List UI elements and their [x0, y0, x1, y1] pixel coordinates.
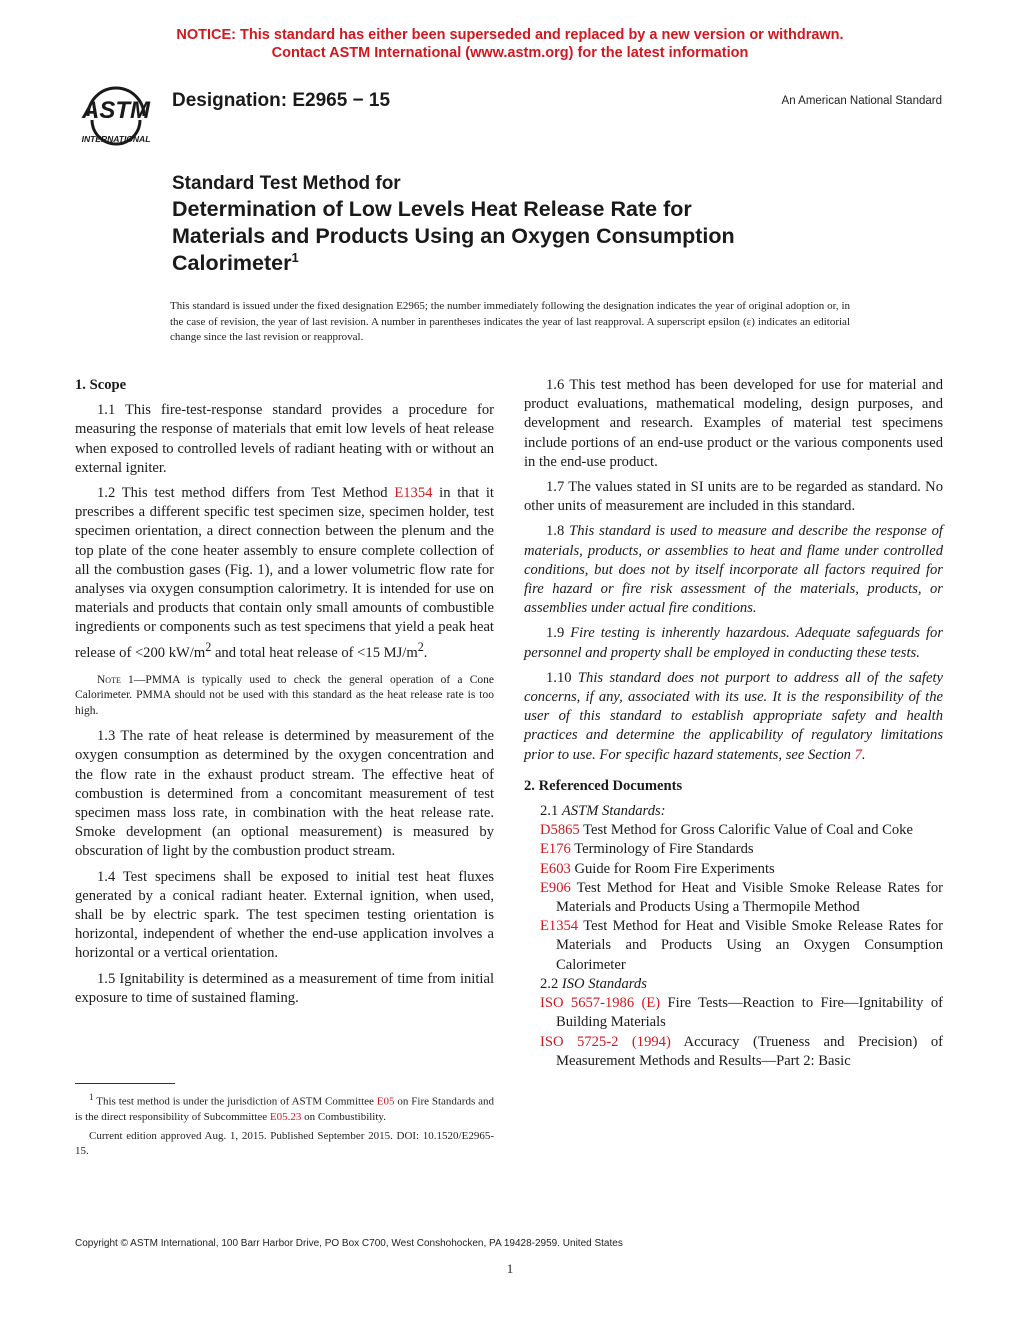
title-line-2: Determination of Low Levels Heat Release Rate for — [172, 197, 692, 221]
page-number: 1 — [506, 1261, 514, 1276]
note-1 — [75, 673, 494, 720]
left-column — [75, 376, 494, 1014]
sub-2-1-title: ASTM Standards: — [561, 803, 666, 820]
sub-2-1-number: 2.1 — [540, 803, 562, 820]
p1-10-number: 1.10 — [546, 669, 578, 686]
astm-reference-list — [524, 821, 943, 975]
reference-title: Test Method for Heat and Visible Smoke Release Rates for Materials and Products Using a Thermopile Method — [556, 879, 943, 916]
reference-code-link[interactable]: E906 — [540, 879, 571, 896]
p1-9-number: 1.9 — [546, 625, 571, 642]
logo-subtext: INTERNATIONAL — [81, 134, 151, 144]
p1-2-sup-2: 2 — [417, 639, 424, 654]
reference-title: Test Method for Gross Calorific Value of Coal and Coke — [579, 822, 913, 839]
reference-item — [524, 1033, 943, 1071]
p1-8-text: This standard is used to measure and describe the response of materials, products, or assemblies to heat and flame under controlled conditions, but does not by itself incorporate all factors required for fire hazard or fire risk assessment of the materials, products, or assemblies under actual fire conditions. — [524, 523, 943, 617]
footnote-1-mark: 1 — [89, 1092, 94, 1102]
footnotes — [75, 1090, 494, 1163]
p1-2-sup-1: 2 — [205, 639, 212, 654]
reference-title: Fire Tests—Reaction to Fire—Ignitability of Building Materials — [556, 995, 944, 1031]
notice-line-2: Contact ASTM International (www.astm.org) for the latest information — [271, 45, 749, 61]
reference-item — [524, 994, 943, 1032]
title-line-4-text: Calorimeter — [172, 251, 292, 275]
paragraph-1-8 — [524, 522, 943, 618]
issued-under-note: This standard is issued under the fixed designation E2965; the number immediately following the designation indicates the year of original adoption or, in the case of revision, the year of last revision. A number in parentheses indicates the year of last reapproval. A superscript epsilon (ε) indicates an editorial change since the last revision or reapproval. — [170, 300, 850, 343]
subsection-2-1 — [524, 802, 943, 821]
paragraph-1-2 — [75, 484, 494, 663]
p1-2-text-d: . — [423, 644, 428, 661]
paragraph-1-6: 1.6 This test method has been developed for use for material and product evaluations, mathematical modeling, design purposes, and development and research. Examples of material test specimens include portions of an end-use product or the various components used in the end-use product. — [524, 377, 943, 470]
paragraph-1-4: 1.4 Test specimens shall be exposed to initial test heat fluxes generated by a conical radiant heater. External ignition, when used, shall be by electric spark. The test specimen testing orientation is horizontal, independent of whether the end-use application involves a horizontal or a vertical orientation. — [75, 868, 494, 962]
fn1-text-b: on Fire Standards and is the direct responsibility of Subcommittee — [75, 1095, 495, 1124]
p1-10-text: This standard does not purport to address all of the safety concerns, if any, associated with its use. It is the responsibility of the user of this standard to establish appropriate safety and health practices and determine the applicability of regulatory limitations prior to use. For specific hazard statements, see Section — [524, 669, 943, 763]
reference-item — [524, 840, 943, 859]
reference-code-link[interactable]: D5865 — [540, 822, 580, 839]
paragraph-1-7: 1.7 The values stated in SI units are to be regarded as standard. No other units of measurement are included in this standard. — [524, 479, 943, 515]
reference-code-link[interactable]: E603 — [540, 860, 571, 877]
title-line-1: Standard Test Method for — [172, 173, 401, 194]
p1-9-text: Fire testing is inherently hazardous. Adequate safeguards for personnel and property shall be employed in conducting these tests. — [524, 625, 944, 661]
sub-2-2-title: ISO Standards — [561, 975, 647, 992]
notice-line-1: NOTICE: This standard has either been superseded and replaced by a new version or withdrawn. — [176, 27, 844, 43]
paragraph-1-3: 1.3 The rate of heat release is determined by measurement of the oxygen consumption as determined by the oxygen concentration and the flow rate in the exhaust product stream. The effective heat of combustion is determined from a concomitant measurement of test specimen mass loss rate, in combination with the heat release rate. Smoke development (an optional measurement) is measured by obscuration of light by the combustion product stream. — [75, 728, 494, 860]
paragraph-1-1: 1.1 This fire-test-response standard provides a procedure for measuring the response of materials that emit low levels of heat release when exposed to controlled levels of radiant heating with or without an external igniter. — [75, 402, 494, 476]
link-section-7[interactable]: 7 — [854, 746, 862, 763]
iso-reference-list — [524, 994, 943, 1071]
p1-8-number: 1.8 — [546, 523, 570, 540]
p1-10-end: . — [861, 746, 866, 763]
reference-item — [524, 860, 943, 879]
reference-title: Guide for Room Fire Experiments — [570, 860, 775, 877]
paragraph-1-10 — [524, 669, 943, 765]
p1-2-text-c: and total heat release of <15 MJ/m — [211, 644, 418, 661]
title-footnote-mark[interactable]: 1 — [291, 250, 299, 265]
section-1-heading: 1. Scope — [75, 377, 127, 393]
designation: Designation: E2965 − 15 — [172, 90, 391, 111]
copyright-line: Copyright © ASTM International, 100 Barr Harbor Drive, PO Box C700, West Conshohocken, PA 19428-2959. United States — [75, 1238, 623, 1249]
reference-code-link[interactable]: E1354 — [540, 918, 579, 935]
footnote-divider — [75, 1083, 175, 1084]
link-e05-23[interactable]: E05.23 — [269, 1111, 302, 1124]
note-1-text: —PMMA is typically used to check the general operation of a Cone Calorimeter. PMMA should not be used with this standard as the heat release rate is too high. — [75, 673, 494, 717]
national-standard-label: An American National Standard — [781, 95, 942, 107]
sub-2-2-number: 2.2 — [540, 975, 562, 992]
reference-title: Terminology of Fire Standards — [570, 841, 754, 858]
link-e1354[interactable]: E1354 — [394, 485, 433, 502]
reference-code-link[interactable]: ISO 5657-1986 (E) — [540, 995, 661, 1012]
p1-2-text-b: in that it prescribes a different specific test specimen size, specimen holder, test specimen orientation, a direct connection between the plenum and the top plate of the cone heater assembly to ensure complete collection of all the combustion gases (Fig. 1), and a lower volumetric flow rate for analyses via oxygen consumption calorimetry. It is intended for use on materials and products that contain only small amounts of combustible ingredients or components such as test specimens that yield a peak heat release of <200 kW/m — [75, 485, 494, 661]
fn1-text-a: This test method is under the jurisdiction of ASTM Committee — [93, 1095, 377, 1108]
title-line-4 — [172, 250, 852, 277]
reference-title: Test Method for Heat and Visible Smoke Release Rates for Materials and Products Using an Oxygen Consumption Calorimeter — [556, 918, 943, 973]
right-column — [524, 376, 943, 1071]
note-1-label: Note 1 — [97, 673, 134, 686]
reference-item — [524, 879, 943, 917]
section-2-heading: 2. Referenced Documents — [524, 777, 683, 794]
reference-code-link[interactable]: ISO 5725-2 (1994) — [540, 1033, 671, 1050]
footnote-1 — [75, 1090, 494, 1126]
fn1-text-c: on Combustibility. — [301, 1111, 386, 1124]
reference-code-link[interactable]: E176 — [540, 841, 571, 858]
paragraph-1-9 — [524, 624, 943, 662]
link-e05[interactable]: E05 — [376, 1095, 395, 1108]
withdrawal-notice — [0, 26, 1020, 62]
footnote-2: Current edition approved Aug. 1, 2015. Published September 2015. DOI: 10.1520/E2965-15. — [75, 1129, 494, 1158]
title-line-3: Materials and Products Using an Oxygen Consumption — [172, 224, 735, 248]
reference-item — [524, 917, 943, 975]
subsection-2-2 — [524, 975, 943, 994]
astm-logo — [70, 74, 162, 146]
p1-2-text-a: 1.2 This test method differs from Test Method — [97, 485, 395, 502]
reference-item — [524, 821, 943, 840]
document-title — [172, 172, 852, 277]
paragraph-1-5: 1.5 Ignitability is determined as a measurement of time from initial exposure to time of sustained flaming. — [75, 970, 494, 1006]
logo-text: ASTM — [82, 97, 150, 124]
reference-title: Accuracy (Trueness and Precision) of Measurement Methods and Results—Part 2: Basic — [556, 1033, 943, 1069]
